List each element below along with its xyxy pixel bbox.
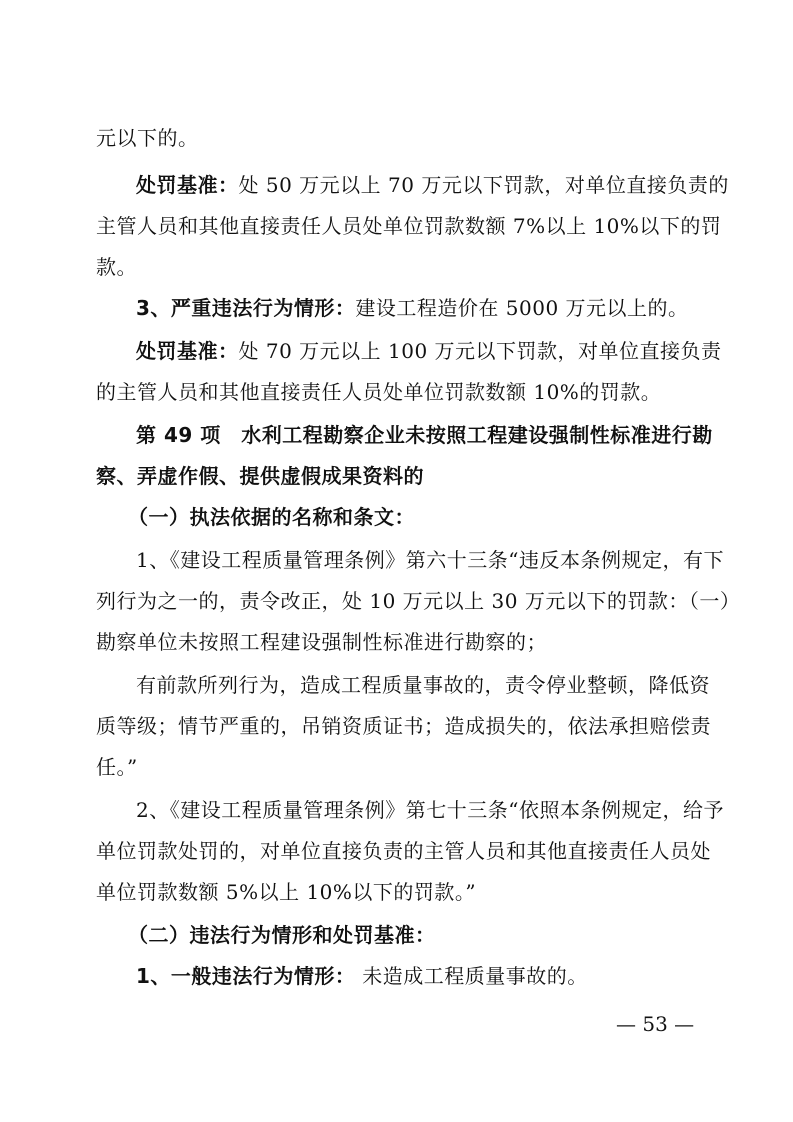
- text-line: [96, 712, 711, 740]
- penalty-standard-text: 处 70 万元以上 100 万元以下罚款，对单位直接负责: [238, 339, 722, 363]
- page-number: — 53 —: [616, 1012, 695, 1036]
- item-heading: [136, 421, 751, 449]
- serious-violation-text: 建设工程造价在 5000 万元以上的。: [355, 296, 689, 320]
- text-line: [136, 337, 751, 365]
- text-line: [136, 671, 751, 699]
- text-line: [96, 837, 711, 865]
- paragraph-text: 单位罚款处罚的，对单位直接负责的主管人员和其他直接责任人员处: [96, 839, 711, 863]
- section-heading-text: （一）执法依据的名称和条文：: [128, 505, 415, 529]
- paragraph-text: 质等级；情节严重的，吊销资质证书；造成损失的，依法承担赔偿责: [96, 714, 711, 738]
- text-line: [96, 878, 711, 906]
- paragraph-text: 任。”: [96, 755, 138, 779]
- paragraph-text: 的主管人员和其他直接责任人员处单位罚款数额 10%的罚款。: [96, 380, 662, 404]
- general-violation-text: 未造成工程质量事故的。: [355, 964, 588, 988]
- section-heading: [128, 503, 743, 531]
- section-heading-text: （二）违法行为情形和处罚基准：: [128, 923, 436, 947]
- text-line: [96, 753, 711, 781]
- penalty-standard-text: 处 50 万元以上 70 万元以下罚款，对单位直接负责的: [238, 173, 729, 197]
- text-line: [96, 628, 711, 656]
- paragraph-text: 2、《建设工程质量管理条例》第七十三条“依照本条例规定，给予: [136, 798, 724, 822]
- item-heading-text: 察、弄虚作假、提供虚假成果资料的: [96, 464, 424, 488]
- text-line: [136, 962, 751, 990]
- text-line: [96, 124, 711, 152]
- paragraph-text: 有前款所列行为，造成工程质量事故的，责令停业整顿，降低资: [136, 673, 710, 697]
- paragraph-text: 勘察单位未按照工程建设强制性标准进行勘察的；: [96, 630, 547, 654]
- section-heading: [128, 921, 743, 949]
- general-violation-label: 1、一般违法行为情形：: [136, 964, 356, 988]
- paragraph-text: 主管人员和其他直接责任人员处单位罚款数额 7%以上 10%以下的罚: [96, 214, 722, 238]
- item-heading-continued: [96, 462, 711, 490]
- text-line: [136, 171, 751, 199]
- text-line: [96, 378, 711, 406]
- text-line: [96, 212, 722, 240]
- text-line: [136, 796, 751, 824]
- paragraph-text: 列行为之一的，责令改正，处 10 万元以上 30 万元以下的罚款：（一）: [96, 589, 741, 613]
- penalty-standard-label: 处罚基准：: [136, 339, 239, 363]
- text-line: [136, 546, 751, 574]
- paragraph-text: 1、《建设工程质量管理条例》第六十三条“违反本条例规定，有下: [136, 548, 724, 572]
- penalty-standard-label: 处罚基准：: [136, 173, 239, 197]
- paragraph-text: 单位罚款数额 5%以上 10%以下的罚款。”: [96, 880, 477, 904]
- text-line: [136, 294, 751, 322]
- paragraph-text: 款。: [96, 255, 137, 279]
- serious-violation-label: 3、严重违法行为情形：: [136, 296, 356, 320]
- paragraph-text: 元以下的。: [96, 126, 199, 150]
- text-line: [96, 253, 711, 281]
- item-heading-text: 第 49 项 水利工程勘察企业未按照工程建设强制性标准进行勘: [136, 423, 713, 447]
- text-line: [96, 587, 741, 615]
